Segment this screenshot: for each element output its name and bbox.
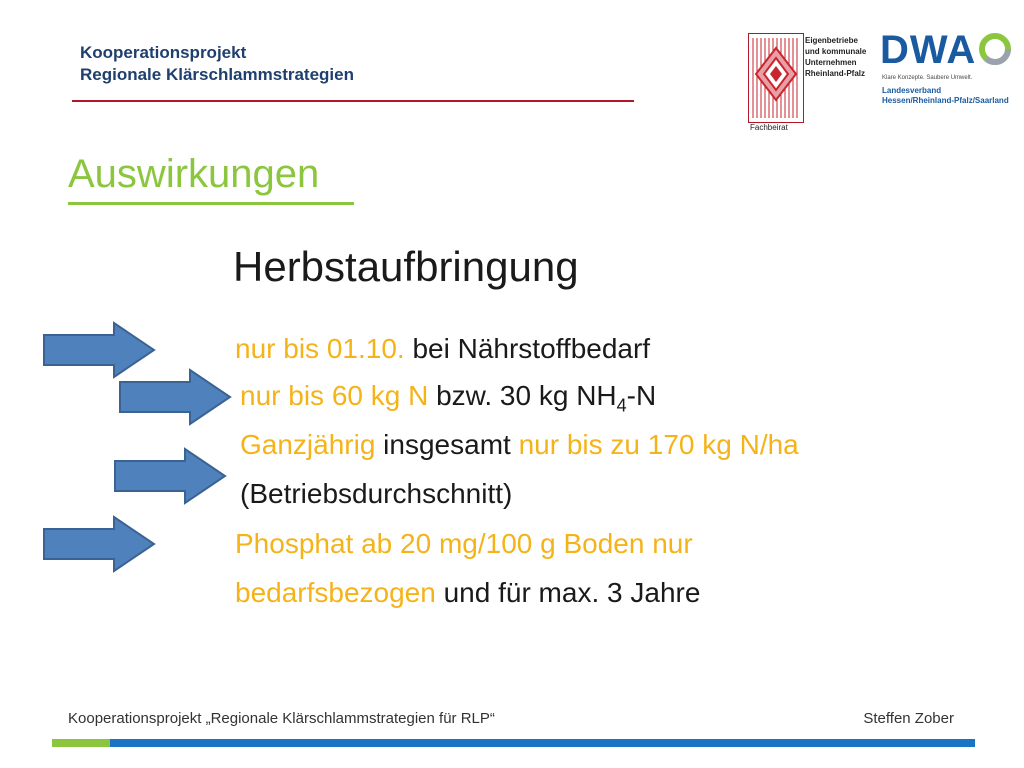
body-text: insgesamt [375, 429, 519, 460]
logo-text-line-4: Rheinland-Pfalz [805, 69, 866, 78]
header-line-2: Regionale Klärschlammstrategien [80, 65, 354, 84]
body-text: und für max. 3 Jahre [435, 577, 701, 608]
text-line-4: (Betriebsdurchschnitt) [240, 478, 513, 509]
dwa-subtitle-line-1: Landesverband [882, 86, 942, 95]
text-line-1 [235, 333, 650, 365]
logo-caption: Fachbeirat [750, 123, 788, 132]
highlight-text: nur bis 01.10. [235, 333, 405, 364]
footer-bar-green [52, 739, 110, 747]
logo-text-line-1: Eigenbetriebe [805, 36, 858, 45]
logo-text [805, 35, 866, 79]
body-text: bzw. 30 kg NH [428, 380, 617, 411]
body-text: -N [626, 380, 657, 411]
logo-text-line-3: Unternehmen [805, 58, 857, 67]
highlight-text: nur bis 60 kg N [240, 380, 429, 411]
slide-subtitle: Herbstaufbringung [233, 243, 579, 290]
text-line-2 [240, 380, 656, 422]
footer-author: Steffen Zober [863, 710, 954, 727]
logo-emblem [748, 33, 804, 123]
highlight-text: bedarfsbezogen [235, 577, 436, 608]
arrow-right-icon [118, 368, 233, 426]
slide-title: Auswirkungen [68, 152, 320, 196]
eigenbetriebe-logo [748, 33, 873, 133]
subscript-text: 4 [616, 395, 627, 416]
footer-project: Kooperationsprojekt „Regionale Klärschlammstrategien für RLP“ [68, 710, 495, 727]
body-text: bei Nährstoffbedarf [404, 333, 651, 364]
header-divider [72, 100, 634, 102]
dwa-slogan: Klare Konzepte. Saubere Umwelt. [882, 75, 973, 81]
text-line-6 [235, 577, 700, 609]
header-line-1: Kooperationsprojekt [80, 43, 247, 62]
arrow-right-icon [113, 447, 228, 505]
text-line-5: Phosphat ab 20 mg/100 g Boden nur [235, 528, 693, 559]
dwa-subtitle-line-2: Hessen/Rheinland-Pfalz/Saarland [882, 96, 1009, 105]
arrow-right-icon [42, 515, 157, 573]
dwa-ring-icon [978, 30, 1012, 68]
footer-bar-blue [110, 739, 975, 747]
dwa-logo [880, 28, 1014, 118]
text-line-3 [240, 429, 799, 461]
highlight-text: Ganzjährig [240, 429, 376, 460]
highlight-text: nur bis zu 170 kg N/ha [518, 429, 799, 460]
dwa-wordmark: DWA [880, 28, 977, 72]
logo-text-line-2: und kommunale [805, 47, 867, 56]
title-underline [68, 202, 354, 205]
project-header [80, 42, 354, 86]
dwa-subtitle [882, 86, 1009, 106]
